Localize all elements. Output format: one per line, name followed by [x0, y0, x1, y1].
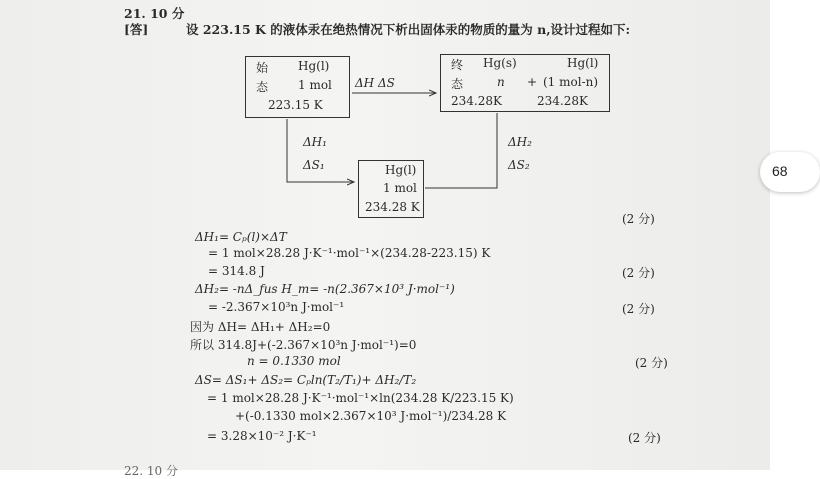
page-number: 68 [772, 163, 788, 179]
left-path-arrow [287, 119, 354, 182]
end-solid-amount: n [497, 75, 505, 89]
eq-dH1-definition: ΔH₁= Cₚ(l)×ΔT [195, 230, 287, 244]
score-dH2: (2 分) [622, 302, 655, 316]
page-number-badge[interactable] [760, 152, 820, 192]
dS1-label: ΔS₁ [303, 158, 325, 172]
eq-dH2-result: = -2.367×10³n J·mol⁻¹ [208, 300, 345, 314]
mid-amount: 1 mol [383, 181, 417, 195]
right-path-line [425, 113, 497, 188]
score-dH1: (2 分) [622, 266, 655, 280]
score-diagram: (2 分) [622, 212, 655, 226]
question-number: 21. 10 分 [124, 6, 185, 21]
eq-dS-definition: ΔS= ΔS₁+ ΔS₂= Cₚln(T₂/T₁)+ ΔH₂/T₂ [195, 373, 417, 387]
score-n: (2 分) [635, 356, 668, 370]
end-solid-temperature: 234.28K [451, 94, 502, 108]
dH1-label: ΔH₁ [303, 135, 327, 149]
eq-energy-balance: 因为 ΔH= ΔH₁+ ΔH₂=0 [190, 320, 331, 334]
eq-dS-substitution: = 1 mol×28.28 J·K⁻¹·mol⁻¹×ln(234.28 K/223.15 K) [207, 391, 514, 405]
eq-dH1-substitution: = 1 mol×28.28 J·K⁻¹·mol⁻¹×(234.28-223.15) K [208, 246, 491, 260]
end-liquid-amount: (1 mol-n) [543, 75, 599, 89]
direct-path-label: ΔH ΔS [355, 76, 395, 90]
eq-dS-second-term: +(-0.1330 mol×2.367×10³ J·mol⁻¹)/234.28 K [235, 409, 507, 423]
end-label-bottom: 态 [451, 77, 464, 91]
dH2-label: ΔH₂ [508, 135, 532, 149]
eq-n-result: n = 0.1330 mol [247, 354, 341, 368]
intro-text: 设 223.15 K 的液体汞在绝热情况下析出固体汞的物质的量为 n,设计过程如下: [186, 22, 631, 37]
start-label-bottom: 态 [256, 80, 269, 94]
end-label-top: 终 [451, 58, 464, 72]
eq-dH1-result: = 314.8 J [208, 264, 265, 278]
end-liquid: Hg(l) [567, 56, 599, 70]
end-liquid-temperature: 234.28K [537, 94, 588, 108]
mid-substance: Hg(l) [385, 163, 417, 177]
start-amount: 1 mol [298, 78, 332, 92]
start-substance: Hg(l) [298, 59, 330, 73]
end-plus: + [527, 75, 538, 89]
start-label-top: 始 [256, 61, 269, 75]
mid-temperature: 234.28 K [365, 200, 420, 214]
next-question-partial: 22. 10 分 [124, 464, 178, 478]
score-dS: (2 分) [628, 431, 661, 445]
answer-tag: [答] [124, 22, 149, 37]
dS2-label: ΔS₂ [508, 158, 530, 172]
end-solid: Hg(s) [483, 56, 517, 70]
eq-solve-n: 所以 314.8J+(-2.367×10³n J·mol⁻¹)=0 [190, 338, 417, 352]
eq-dH2-definition: ΔH₂= -nΔ_fus H_m= -n(2.367×10³ J·mol⁻¹) [195, 282, 455, 296]
eq-dS-result: = 3.28×10⁻² J·K⁻¹ [207, 429, 317, 443]
start-temperature: 223.15 K [268, 98, 323, 112]
